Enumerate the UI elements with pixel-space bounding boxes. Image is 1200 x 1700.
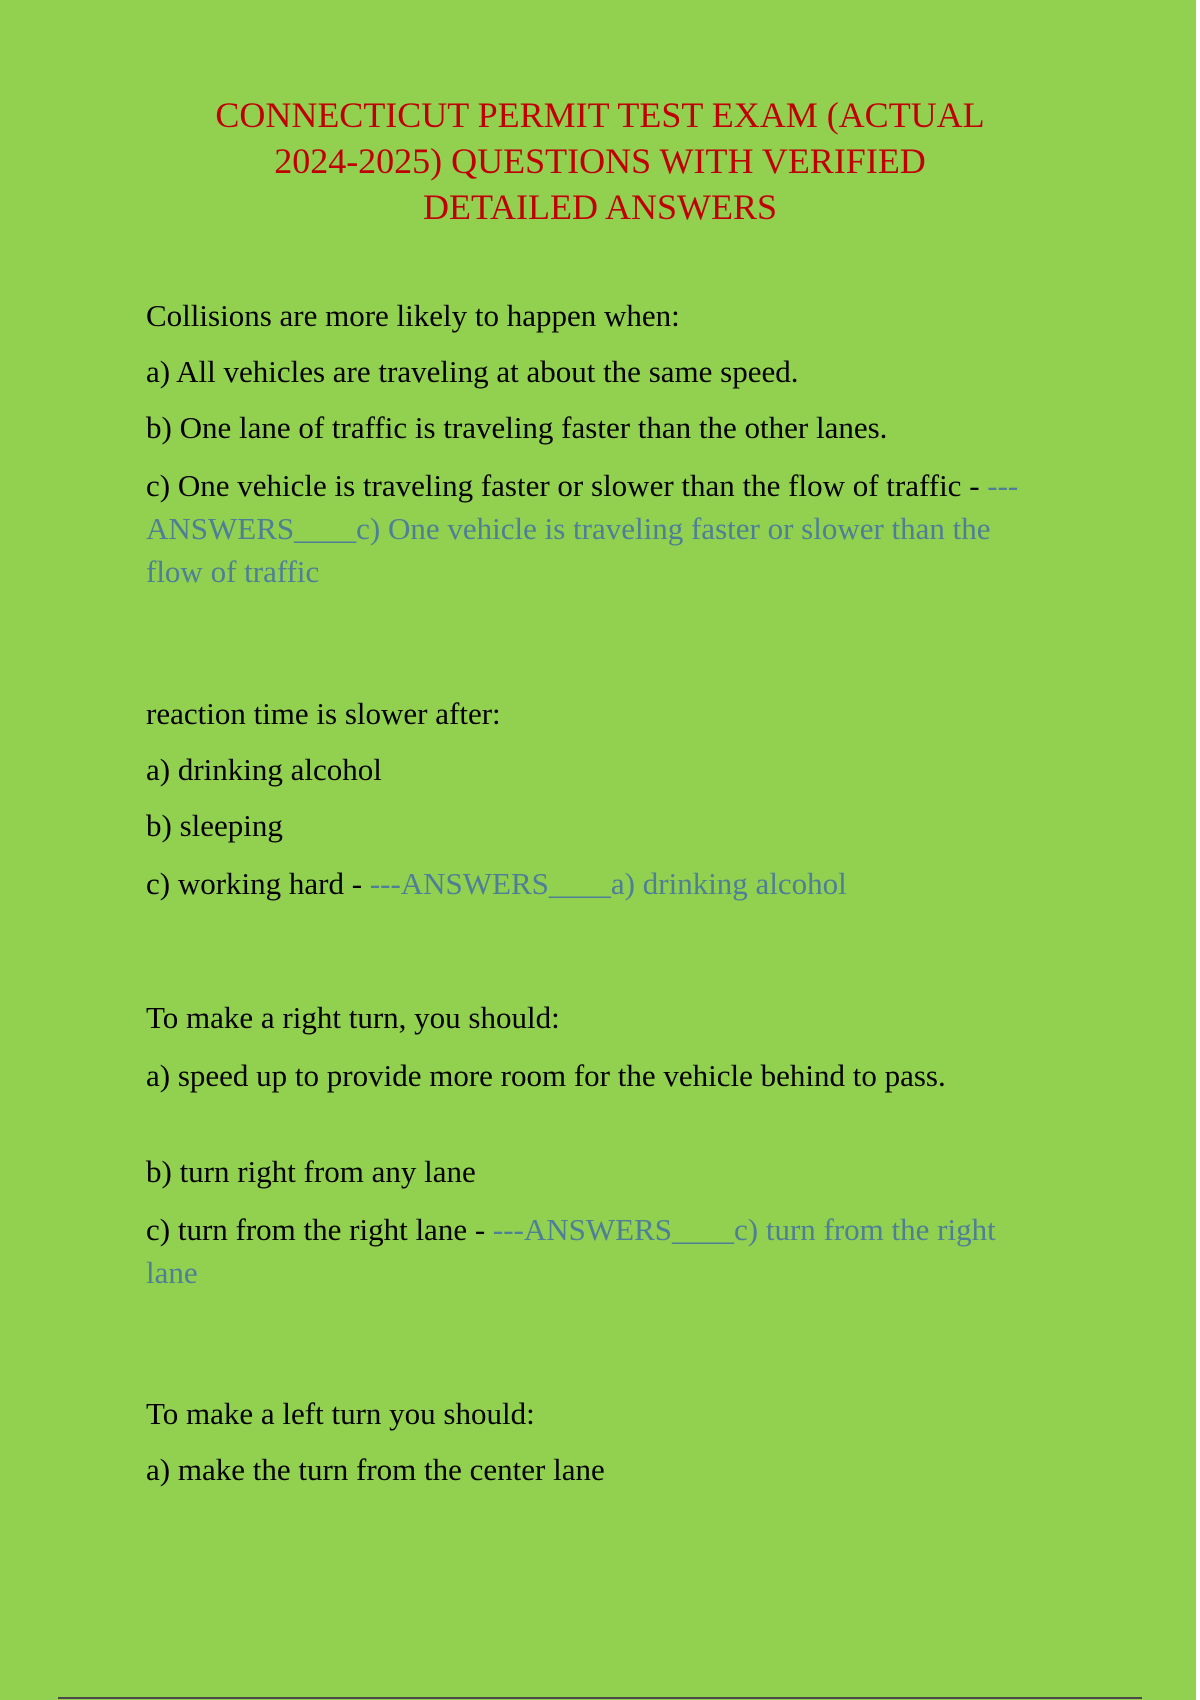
answer-option: b) sleeping [146, 808, 283, 843]
answer-option: a) All vehicles are traveling at about the same speed. [146, 354, 799, 389]
answer-option: c) One vehicle is traveling faster or slower than the flow of traffic - [146, 468, 988, 503]
answer-option-with-answer [146, 464, 1026, 593]
answer-option: b) turn right from any lane [146, 1154, 476, 1189]
answer-option: a) drinking alcohol [146, 752, 382, 787]
title-line: DETAILED ANSWERS [422, 187, 778, 227]
document-title [140, 92, 1060, 230]
footer-divider [58, 1697, 1142, 1699]
answer-option-with-answer [146, 862, 847, 905]
answer-option-with-answer [146, 1208, 1016, 1294]
answers-marker: ---ANSWERS____ [146, 468, 1019, 546]
answer-option: b) One lane of traffic is traveling faster than the other lanes. [146, 410, 888, 445]
question-prompt: Collisions are more likely to happen when: [146, 298, 680, 333]
question-prompt: To make a right turn, you should: [146, 1000, 560, 1035]
correct-answer: a) drinking alcohol [610, 866, 847, 901]
title-line: 2024-2025) QUESTIONS WITH VERIFIED [274, 141, 926, 181]
correct-answer: c) turn from the right lane [146, 1212, 996, 1290]
correct-answer: c) One vehicle is traveling faster or slower than the flow of traffic [146, 511, 991, 589]
answer-option: c) working hard - [146, 866, 370, 901]
question-prompt: To make a left turn you should: [146, 1396, 535, 1431]
answers-marker: ---ANSWERS____ [492, 1212, 735, 1247]
answer-option: c) turn from the right lane - [146, 1212, 493, 1247]
answers-marker: ---ANSWERS____ [369, 866, 611, 901]
question-prompt: reaction time is slower after: [146, 696, 501, 731]
page-edge [1196, 0, 1200, 1700]
answer-option: a) make the turn from the center lane [146, 1452, 605, 1487]
title-line: CONNECTICUT PERMIT TEST EXAM (ACTUAL [215, 95, 985, 135]
answer-option: a) speed up to provide more room for the vehicle behind to pass. [146, 1058, 946, 1093]
